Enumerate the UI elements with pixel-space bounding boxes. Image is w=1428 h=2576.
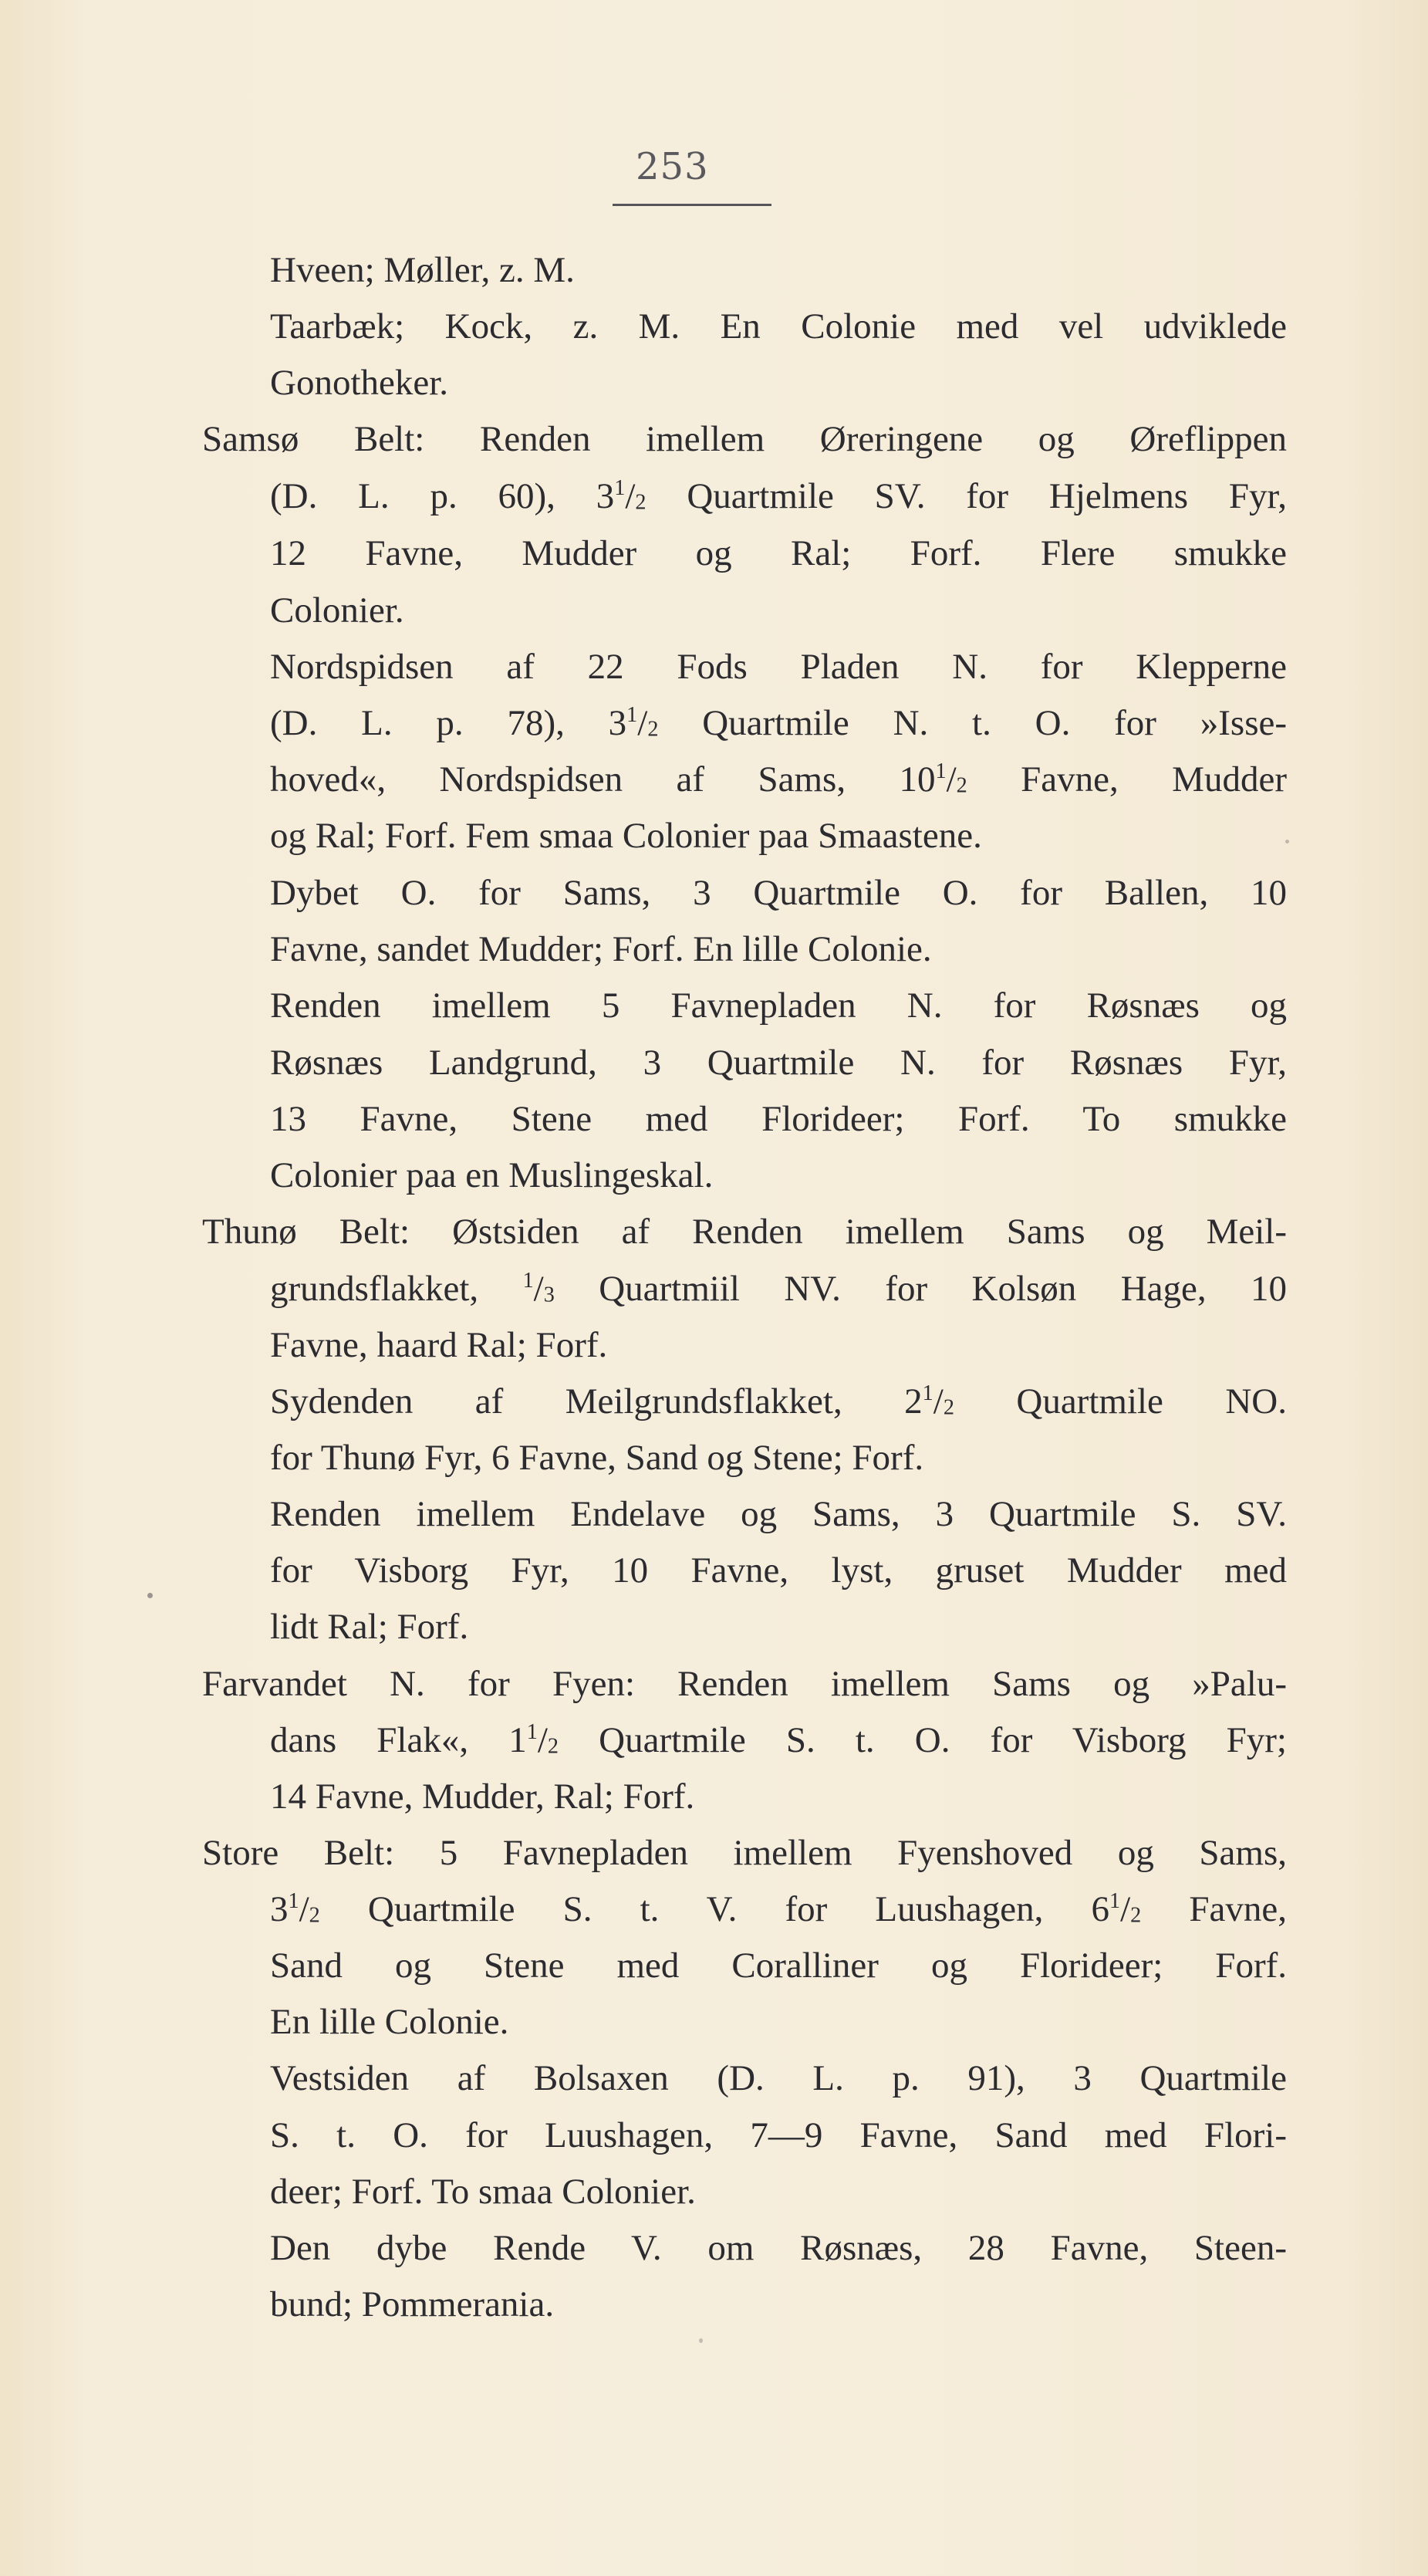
- text-line: for Thunø Fyr, 6 Favne, Sand og Stene; Forf.: [270, 1438, 924, 1478]
- text-span: Quartmile N. t. O. for »Isse-: [702, 703, 1287, 743]
- text-span: (D. L. p. 78), 3: [270, 703, 627, 743]
- fraction-slash: /: [299, 1889, 309, 1929]
- text-line: Den dybe Rende V. om Røsnæs, 28 Favne, Steen-: [270, 2228, 1287, 2268]
- text-line: og Ral; Forf. Fem smaa Colonier paa Smaastene.: [270, 816, 982, 856]
- fraction-slash: /: [625, 476, 636, 516]
- text-span: Quartmile S. t. O. for Visborg Fyr;: [599, 1720, 1287, 1760]
- text-line: [270, 1381, 1288, 1422]
- text-line: Gonotheker.: [270, 363, 449, 403]
- text-line: [270, 1271, 1287, 1307]
- fraction-numerator: 1: [288, 1889, 299, 1914]
- fraction-slash: /: [537, 1720, 548, 1760]
- text-line: Farvandet N. for Fyen: Renden imellem Sams og »Palu-: [202, 1664, 1287, 1704]
- fraction-slash: /: [1120, 1889, 1131, 1929]
- text-span: dans Flak«, 1: [270, 1720, 527, 1760]
- text-span: Quartmiil NV. for Kolsøn Hage, 10: [599, 1269, 1287, 1309]
- text-span: Quartmile SV. for Hjelmens Fyr,: [687, 476, 1287, 516]
- fraction-slash: /: [933, 1381, 944, 1422]
- text-span: (D. L. p. 60), 3: [270, 476, 615, 516]
- fraction-numerator: 1: [922, 1381, 933, 1406]
- fraction-denominator: 3: [543, 1283, 555, 1307]
- dust-speck: [1285, 840, 1289, 843]
- fraction-denominator: 2: [956, 773, 967, 798]
- text-line: [270, 1891, 1287, 1928]
- fraction-slash: /: [946, 759, 957, 800]
- text-line: Røsnæs Landgrund, 3 Quartmile N. for Røsnæs Fyr,: [270, 1043, 1287, 1083]
- text-line: Favne, haard Ral; Forf.: [270, 1325, 608, 1365]
- dust-speck: [699, 2338, 703, 2343]
- text-line: Hveen; Møller, z. M.: [270, 250, 575, 290]
- fraction-denominator: 2: [547, 1734, 559, 1759]
- text-line: Favne, sandet Mudder; Forf. En lille Colonie.: [270, 929, 932, 969]
- fraction-numerator: 1: [526, 1720, 538, 1745]
- text-line: 12 Favne, Mudder og Ral; Forf. Flere smukke: [270, 533, 1287, 573]
- page-number: 253: [636, 145, 709, 188]
- text-line: [270, 478, 1287, 515]
- text-span: grundsflakket,: [270, 1269, 523, 1309]
- text-line: Renden imellem Endelave og Sams, 3 Quartmile S. SV.: [270, 1494, 1287, 1534]
- text-line: En lille Colonie.: [270, 2002, 509, 2042]
- text-line: [270, 1722, 1287, 1759]
- fraction-denominator: 2: [943, 1395, 954, 1420]
- header-rule: [613, 204, 771, 206]
- text-line: Vestsiden af Bolsaxen (D. L. p. 91), 3 Quartmile: [270, 2058, 1287, 2098]
- text-span: Favne,: [1189, 1889, 1288, 1929]
- fraction-denominator: 2: [647, 717, 659, 742]
- text-line: [270, 705, 1287, 742]
- text-line: Sand og Stene med Coralliner og Florideer; Forf.: [270, 1946, 1287, 1986]
- text-line: Nordspidsen af 22 Fods Pladen N. for Klepperne: [270, 647, 1287, 687]
- text-line: Colonier paa en Muslingeskal.: [270, 1155, 714, 1195]
- text-line: S. t. O. for Luushagen, 7—9 Favne, Sand med Flori-: [270, 2115, 1287, 2155]
- fraction-numerator: 1: [522, 1269, 534, 1293]
- text-line: bund; Pommerania.: [270, 2284, 555, 2324]
- text-line: deer; Forf. To smaa Colonier.: [270, 2172, 696, 2212]
- text-line: for Visborg Fyr, 10 Favne, lyst, gruset Mudder med: [270, 1550, 1287, 1591]
- text-line: 13 Favne, Stene med Florideer; Forf. To smukke: [270, 1099, 1287, 1139]
- text-line: 14 Favne, Mudder, Ral; Forf.: [270, 1776, 695, 1817]
- text-line: [270, 759, 1287, 800]
- fraction-numerator: 1: [626, 703, 638, 728]
- fraction-denominator: 2: [635, 490, 646, 515]
- text-line: Thunø Belt: Østsiden af Renden imellem Sams og Meil-: [202, 1212, 1287, 1252]
- text-span: Quartmile S. t. V. for Luushagen, 6: [367, 1889, 1109, 1929]
- dust-speck: [147, 1593, 153, 1598]
- text-span: Favne, Mudder: [1021, 759, 1287, 800]
- text-line: Store Belt: 5 Favnepladen imellem Fyenshoved og Sams,: [202, 1833, 1287, 1873]
- fraction-numerator: 1: [1109, 1889, 1121, 1914]
- text-span: hoved«, Nordspidsen af Sams, 10: [270, 759, 936, 800]
- fraction-denominator: 2: [309, 1903, 320, 1928]
- fraction-slash: /: [533, 1269, 544, 1309]
- fraction-denominator: 2: [1130, 1903, 1142, 1928]
- text-line: Dybet O. for Sams, 3 Quartmile O. for Ballen, 10: [270, 873, 1287, 913]
- text-line: Colonier.: [270, 590, 404, 630]
- fraction-slash: /: [637, 703, 648, 743]
- fraction-numerator: 1: [935, 759, 947, 784]
- text-line: Taarbæk; Kock, z. M. En Colonie med vel udviklede: [270, 306, 1287, 347]
- text-line: Samsø Belt: Renden imellem Øreringene og Øreflippen: [202, 419, 1287, 459]
- text-line: lidt Ral; Forf.: [270, 1607, 469, 1647]
- text-line: Renden imellem 5 Favnepladen N. for Røsnæs og: [270, 985, 1287, 1026]
- fraction-numerator: 1: [614, 476, 626, 501]
- text-span: Quartmile NO.: [1016, 1381, 1288, 1422]
- text-span: Sydenden af Meilgrundsflakket, 2: [270, 1381, 923, 1422]
- text-span: 3: [270, 1889, 289, 1929]
